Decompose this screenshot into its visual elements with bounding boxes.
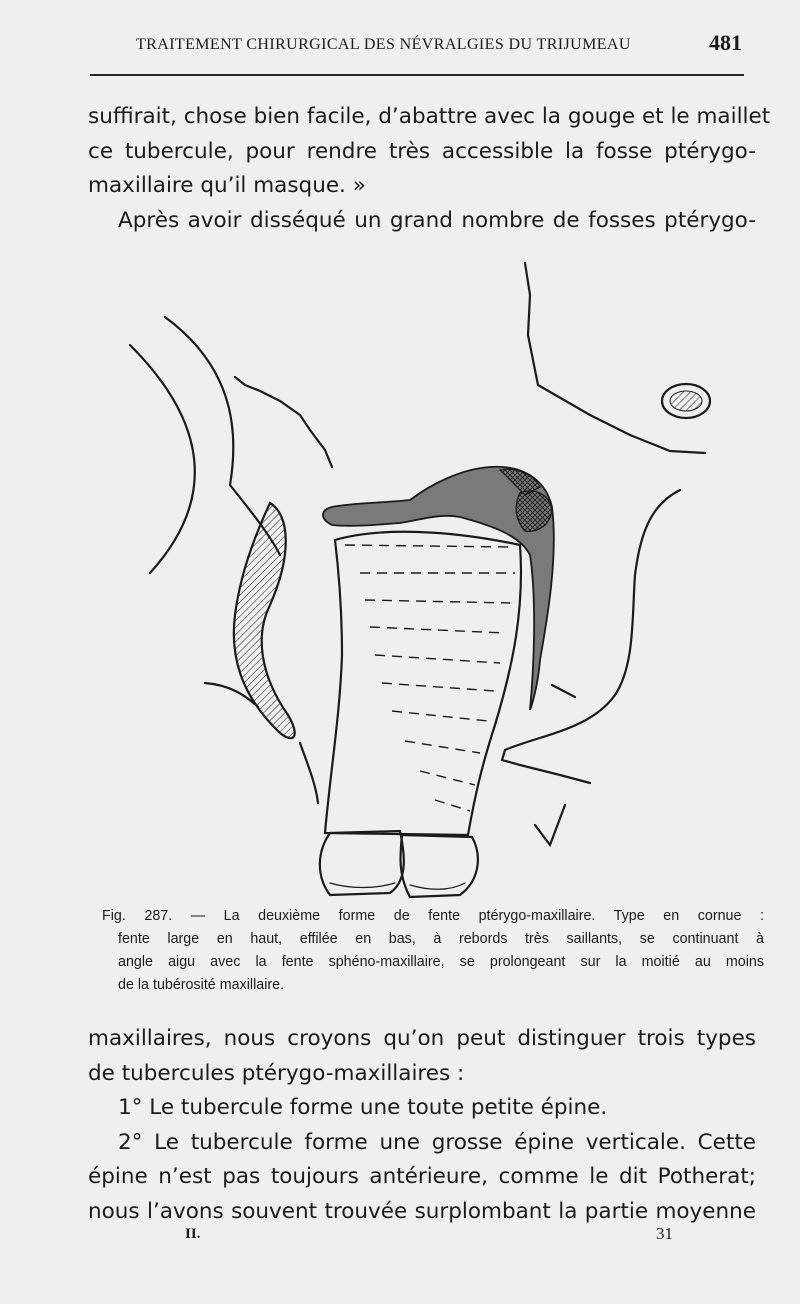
outline-lower-left-2 [300,743,318,803]
text-line: maxillaires, nous croyons qu’on peut distinguer trois types [88,1026,756,1051]
maxillary-body [325,532,521,835]
text-line: Après avoir disséqué un grand nombre de fosses ptérygo- [118,207,756,233]
outline-small-tick [552,685,575,697]
paragraph-bottom [88,1022,756,1229]
text-line: ce tubercule, pour rendre très accessible la fosse ptérygo- [88,138,756,164]
text-line: épine n’est pas toujours antérieure, comme le dit Potherat; [88,1164,756,1189]
header-rule [90,74,744,76]
figure-caption [102,905,764,997]
running-title: TRAITEMENT CHIRURGICAL DES NÉVRALGIES DU TRIJUMEAU [136,36,631,53]
text-line: suffirait, chose bien facile, d’abattre avec la gouge et le maillet [88,104,771,129]
text-line: nous l’avons souvent trouvée surplombant la partie moyenne [88,1198,756,1224]
text-line: 2° Le tubercule forme une grosse épine verticale. Cette [118,1129,756,1155]
caption-line: angle aigu avec la fente sphéno-maxillaire, se prolongeant sur la moitié au moins [118,954,764,970]
text-line: de tubercules ptérygo-maxillaires : [88,1060,465,1086]
text-line: maxillaire qu’il masque. » [88,173,366,198]
outline-ridge [235,377,332,467]
check-mark [535,805,565,845]
page-number: 481 [709,30,742,55]
anatomical-figure [120,255,730,905]
paragraph-top [88,100,771,238]
outline-left-outer [130,345,195,573]
signature-mark: II. [185,1226,201,1242]
tooth-left [320,831,404,895]
caption-line: Fig. 287. — La deuxième forme de fente ptérygo-maxillaire. Type en cornue : [102,908,764,924]
sheet-number: 31 [656,1224,673,1243]
outline-right-top [525,263,705,453]
text-line: 1° Le tubercule forme une toute petite épine. [118,1095,608,1120]
tooth-right [400,835,477,897]
bone-sliver [234,503,295,738]
caption-line: fente large en haut, effilée en bas, à rebords très saillants, se continuant à [118,931,764,947]
page-header [90,30,742,64]
caption-line: de la tubérosité maxillaire. [118,977,285,993]
